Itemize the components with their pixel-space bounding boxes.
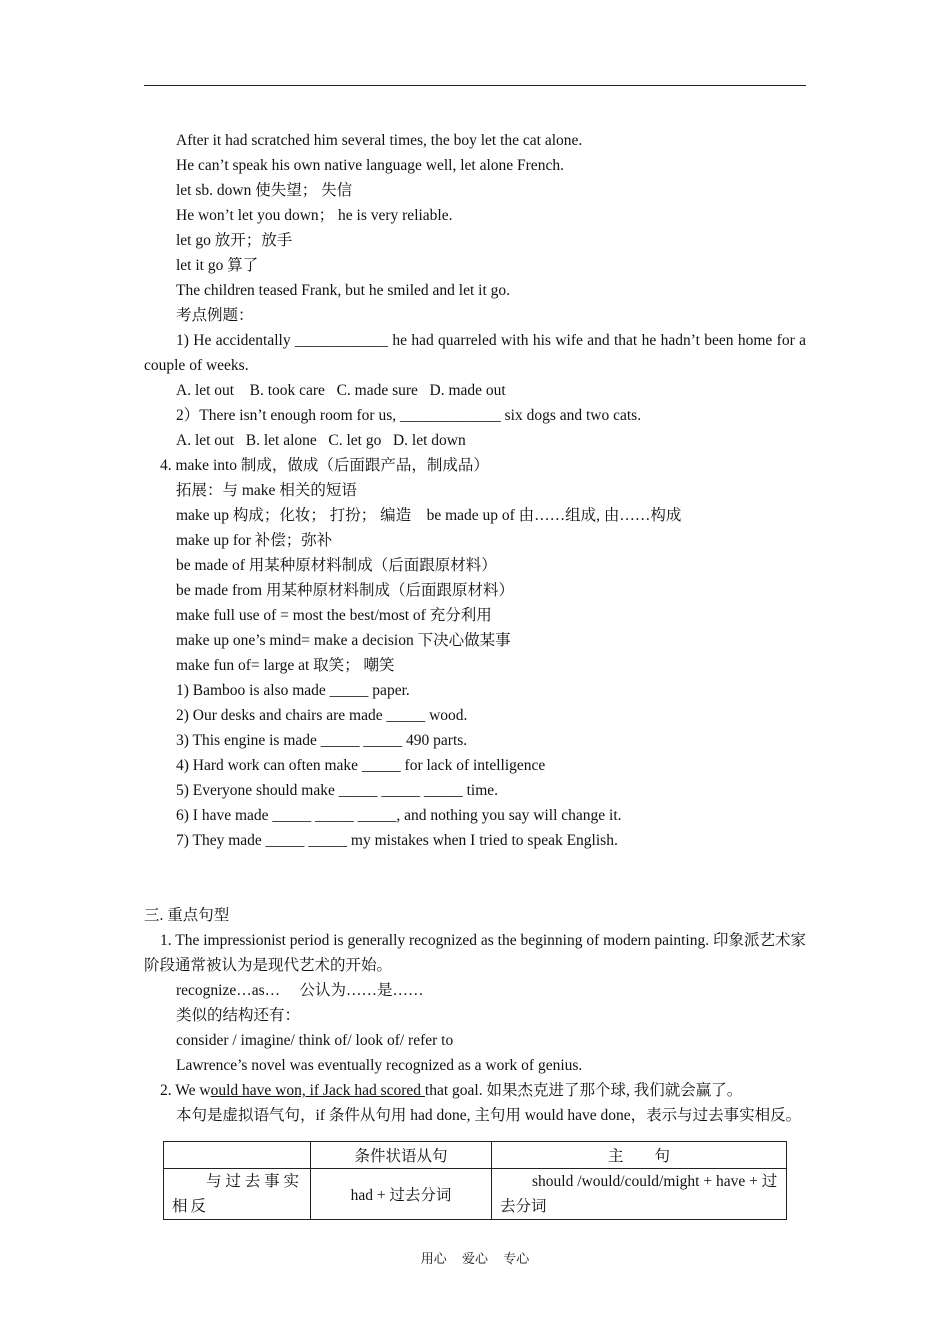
text-line: make fun of= large at 取笑； 嘲笑	[176, 657, 395, 674]
text-line: consider / imagine/ think of/ look of/ refer to	[176, 1032, 454, 1049]
text-line: make up for 补偿；弥补	[176, 532, 333, 549]
page-footer	[0, 1248, 950, 1267]
text-line: make up one’s mind= make a decision 下决心做某事	[176, 632, 511, 649]
text-line: The children teased Frank, but he smiled and let it go.	[176, 282, 511, 299]
table-header-cond: 条件状语从句	[311, 1142, 492, 1169]
underlined-phrase: ould have won, if Jack had scored	[210, 1082, 425, 1099]
text-line: let go 放开；放手	[176, 232, 293, 249]
table-row-label: 与过去事实相反	[164, 1169, 311, 1220]
exercise-line: 3) This engine is made _____ _____ 490 parts.	[176, 732, 468, 749]
text-line: He won’t let you down； he is very reliable.	[176, 207, 453, 224]
exercise-line: 5) Everyone should make _____ _____ _____ time.	[176, 782, 499, 799]
text-line: After it had scratched him several times, the boy let the cat alone.	[176, 132, 583, 149]
text-line: 拓展：与 make 相关的短语	[176, 482, 357, 499]
conditional-table	[163, 1141, 787, 1220]
header-rule	[144, 85, 806, 86]
text-line: make up 构成；化妆； 打扮； 编造 be made up of 由……组成, 由……构成	[176, 507, 682, 524]
table-corner	[164, 1142, 311, 1169]
exercise-line: 4) Hard work can often make _____ for lack of intelligence	[176, 757, 546, 774]
item-make-into: 4. make into 制成，做成（后面跟产品，制成品）	[160, 457, 489, 474]
sentence-1: 1. The impressionist period is generally recognized as the beginning of modern painting. 印象派艺术家阶段通常被认为是现代艺术的开始。	[144, 932, 806, 974]
footer-text: 用心	[420, 1251, 447, 1266]
exercise-line: 1) Bamboo is also made _____ paper.	[176, 682, 410, 699]
text-line: He can’t speak his own native language well, let alone French.	[176, 157, 564, 174]
text-line: make full use of = most the best/most of 充分利用	[176, 607, 492, 624]
text-line: 类似的结构还有：	[176, 1007, 301, 1024]
text-line: let it go 算了	[176, 257, 259, 274]
question-1: 1) He accidentally ____________ he had quarreled with his wife and that he hadn’t been home for a couple of weeks.	[144, 332, 806, 374]
text-line: recognize…as… 公认为……是……	[176, 982, 424, 999]
table-header-main: 主 句	[492, 1142, 787, 1169]
exercise-line: 6) I have made _____ _____ _____, and nothing you say will change it.	[176, 807, 622, 824]
footer-text: 爱心	[461, 1251, 488, 1266]
question-2-options: A. let out B. let alone C. let go D. let down	[176, 432, 466, 449]
table-cell-cond: had + 过去分词	[311, 1169, 492, 1220]
document-body	[144, 128, 806, 1128]
exercise-line: 7) They made _____ _____ my mistakes when I tried to speak English.	[176, 832, 618, 849]
question-2: 2）There isn’t enough room for us, _____________ six dogs and two cats.	[176, 407, 642, 424]
exam-heading: 考点例题：	[176, 307, 254, 324]
text-line: let sb. down 使失望； 失信	[176, 182, 353, 199]
text-line: be made of 用某种原材料制成（后面跟原材料）	[176, 557, 497, 574]
sentence-2-note: 本句是虚拟语气句，if 条件从句用 had done, 主句用 would have done，表示与过去事实相反。	[176, 1107, 802, 1124]
section-heading: 三. 重点句型	[144, 907, 230, 924]
exercise-line: 2) Our desks and chairs are made _____ wood.	[176, 707, 468, 724]
question-1-options: A. let out B. took care C. made sure D. made out	[176, 382, 506, 399]
text-line: Lawrence’s novel was eventually recognized as a work of genius.	[176, 1057, 583, 1074]
text-line: be made from 用某种原材料制成（后面跟原材料）	[176, 582, 514, 599]
sentence-2: 2. We would have won, if Jack had scored that goal. 如果杰克进了那个球, 我们就会赢了。	[160, 1082, 743, 1099]
footer-text: 专心	[503, 1251, 530, 1266]
table-cell-main: should /would/could/might + have + 过去分词	[492, 1169, 787, 1220]
